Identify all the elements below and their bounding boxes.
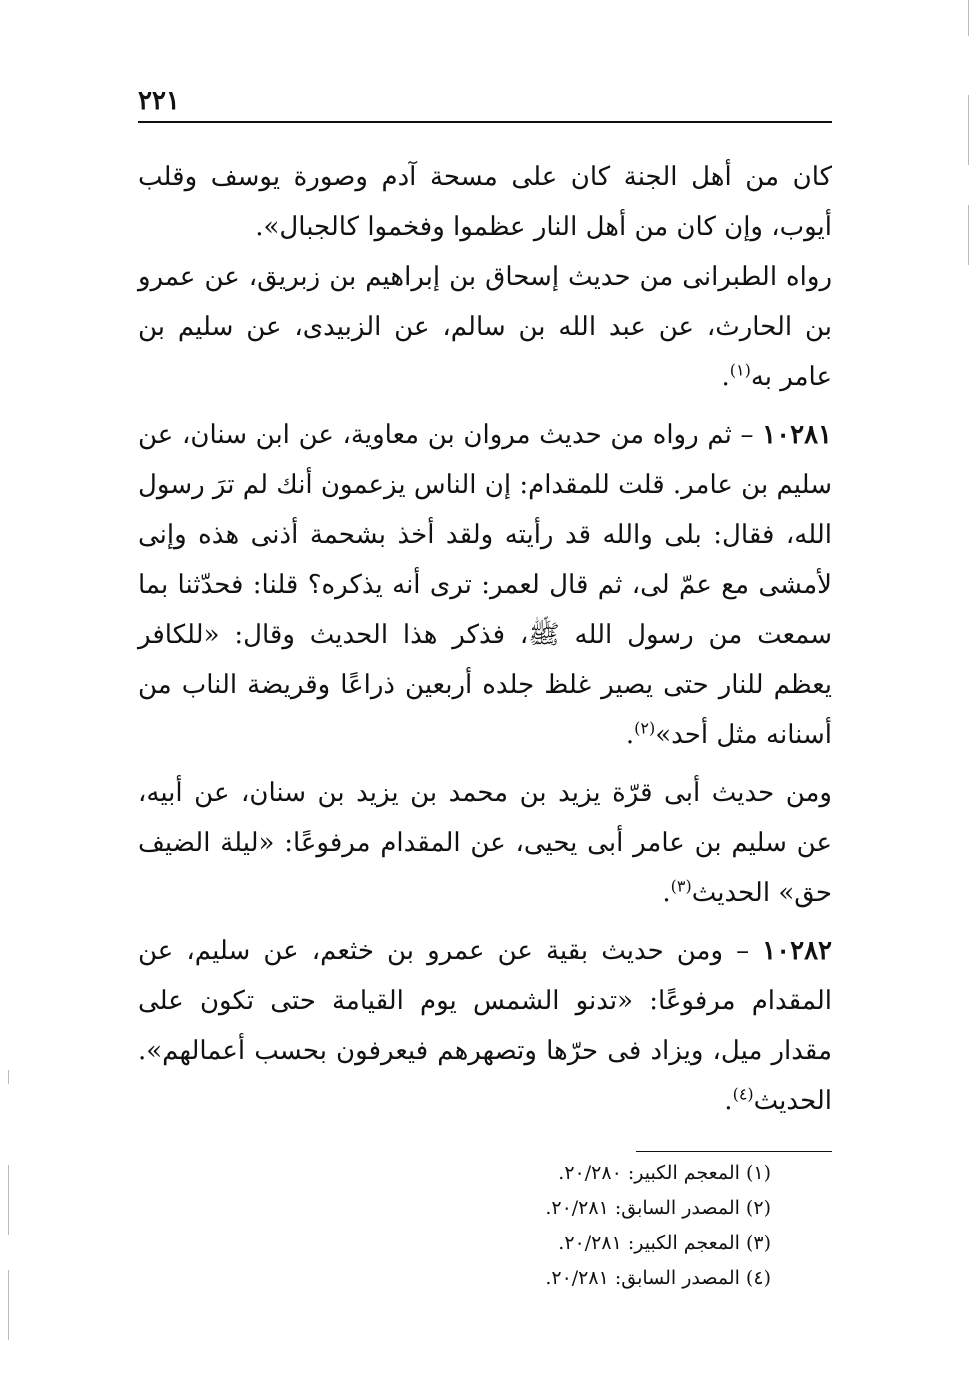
paragraph-text: كان من أهل الجنة كان على مسحة آدم وصورة يوسف وقلب أيوب، وإن كان من أهل النار عظموا وفخموا كالجبال». — [138, 162, 832, 242]
paragraph-1 — [138, 152, 832, 252]
paragraph-3: ١٠٢٨١ – ثم رواه من حديث مروان بن معاوية، عن ابن سنان، عن سليم بن عامر. قلت للمقدام: إن الناس يزعمون أنك لم ترَ رسول الله، فقال: بلى والله قد رأيته ولقد أخذ بشحمة أذنى هذه وإنى لأمشى مع عمّ لى، ثم قال لعمر: ترى أنه يذكره؟ قلنا: فحدّثنا بما سمعت من رسول الله ﷺ، فذكر هذا الحديث وقال: «للكافر يعظم للنار حتى يصير غلظ جلده أربعين ذراعًا وقريضة الناب من أسنانه مثل أحد»$^{(٢)}$. — [138, 420, 832, 750]
footnote-ref: (١) — [729, 360, 751, 380]
paragraph-4: ومن حديث أبى قرّة يزيد بن محمد بن يزيد بن سنان، عن أبيه، عن سليم بن عامر أبى يحيى، عن المقدام مرفوعًا: «ليلة الضيف حق» الحديث$^{(٣)}$. — [138, 778, 832, 908]
page-number: ٢٢١ — [138, 86, 180, 116]
paragraph-2: رواه الطبرانى من حديث إسحاق بن إبراهيم بن زبريق، عن عمرو بن الحارث، عن عبد الله بن سالم، عن الزبيدى، عن سليم بن عامر به$^{(١)}$. — [138, 262, 832, 392]
scan-edge-mark — [8, 1070, 9, 1084]
footnote-separator — [636, 1151, 832, 1152]
scan-edge-mark — [968, 205, 969, 265]
footnote-item: (٢) المصدر السابق: ٢٠/٢٨١. — [545, 1197, 771, 1219]
footnote-ref: (٢) — [634, 718, 656, 738]
hadith-number: ١٠٢٨١ — [762, 420, 832, 450]
paragraph-5: ١٠٢٨٢ – ومن حديث بقية عن عمرو بن خثعم، عن سليم، عن المقدام مرفوعًا: «تدنو الشمس يوم القيامة حتى تكون على مقدار ميل، ويزاد فى حرّها وتصهرهم فيعرفون بحسب أعمالهم». الحديث$^{(٤)}$. — [138, 936, 832, 1116]
paragraph-text: – ومن حديث بقية عن عمرو بن خثعم، عن سليم، عن المقدام مرفوعًا: «تدنو الشمس يوم القيامة حتى تكون على مقدار ميل، ويزاد فى حرّها وتصهرهم فيعرفون بحسب أعمالهم». الحديث — [138, 936, 832, 1116]
footnote-ref: (٣) — [670, 876, 692, 896]
footnote-ref: (٤) — [732, 1084, 754, 1104]
hadith-number: ١٠٢٨٢ — [762, 936, 832, 966]
scan-edge-mark — [8, 1270, 9, 1340]
scan-edge-mark — [8, 1165, 9, 1235]
paragraph-text: ومن حديث أبى قرّة يزيد بن محمد بن يزيد بن سنان، عن أبيه، عن سليم بن عامر أبى يحيى، عن المقدام مرفوعًا: «ليلة الضيف حق» الحديث — [138, 778, 832, 908]
footnote-item: (١) المعجم الكبير: ٢٠/٢٨٠. — [558, 1162, 771, 1184]
scan-edge-mark — [968, 95, 969, 165]
paragraph-text: رواه الطبرانى من حديث إسحاق بن إبراهيم بن زبريق، عن عمرو بن الحارث، عن عبد الله بن سالم، عن الزبيدى، عن سليم بن عامر به — [138, 262, 832, 392]
paragraph-text: – ثم رواه من حديث مروان بن معاوية، عن ابن سنان، عن سليم بن عامر. قلت للمقدام: إن الناس يزعمون أنك لم ترَ رسول الله، فقال: بلى والله قد رأيته ولقد أخذ بشحمة أذنى هذه وإنى لأمشى مع عمّ لى، ثم قال لعمر: ترى أنه يذكره؟ قلنا: فحدّثنا بما سمعت من رسول الله ﷺ، فذكر هذا الحديث وقال: «للكافر يعظم للنار حتى يصير غلظ جلده أربعين ذراعًا وقريضة الناب من أسنانه مثل أحد» — [138, 420, 832, 750]
main-text — [138, 152, 832, 1134]
header-rule — [138, 121, 832, 123]
footnote-item: (٤) المصدر السابق: ٢٠/٢٨١. — [545, 1267, 771, 1289]
scan-edge-mark — [968, 0, 969, 36]
footnote-item: (٣) المعجم الكبير: ٢٠/٢٨١. — [558, 1232, 771, 1254]
footnotes-list — [545, 1156, 771, 1296]
